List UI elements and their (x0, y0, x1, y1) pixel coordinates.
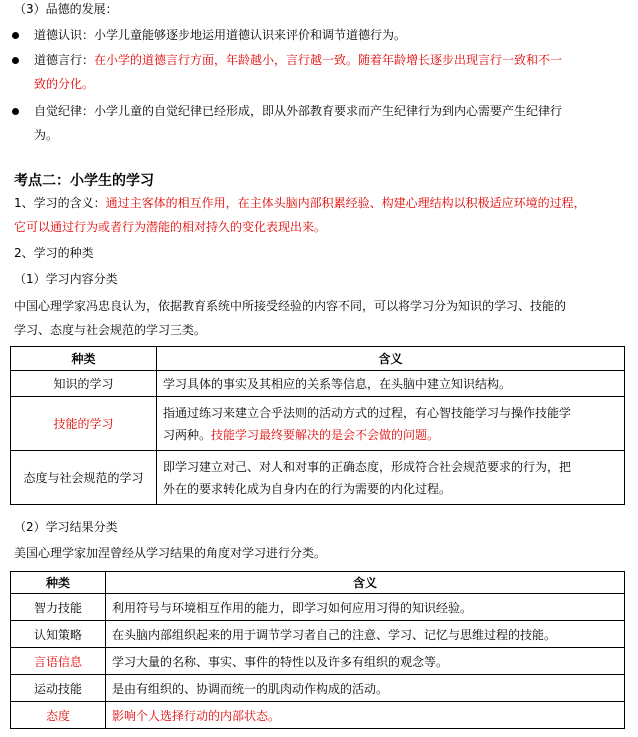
content-intro-cont: 学习、态度与社会规范的学习三类。 (14, 323, 207, 337)
learning-types-label: 2、学习的种类 (14, 246, 94, 260)
table-cell-meaning: 影响个人选择行动的内部状态。 (106, 702, 625, 729)
table-row (11, 371, 625, 397)
table-cell-meaning: 即学习建立对己、对人和对事的正确态度，形成符合社会规范要求的行为，把 外在的要求转化成为自身内在的行为需要的内化过程。 (157, 451, 625, 505)
table-row (11, 594, 625, 621)
content-table (10, 346, 625, 505)
table-row (11, 451, 625, 505)
table-header-row (11, 347, 625, 371)
section-title: 考点二：小学生的学习 (14, 173, 154, 189)
moral-item-text-cont: 为。 (34, 128, 59, 142)
moral-item-text-cont: 致的分化。 (34, 77, 95, 91)
table-header: 含义 (157, 347, 625, 371)
table-cell-type: 言语信息 (11, 648, 106, 675)
moral-item-label: 道德认识： (34, 28, 95, 42)
table-cell-type: 运动技能 (11, 675, 106, 702)
table-header: 含义 (106, 572, 625, 594)
bullet-icon (12, 108, 19, 115)
definition-prefix: 1、学习的含义： (14, 196, 106, 210)
moral-item-1 (34, 28, 406, 42)
content-classification-label: （1）学习内容分类 (14, 272, 118, 286)
result-classification-label: （2）学习结果分类 (14, 520, 118, 534)
bullet-icon (12, 32, 19, 39)
result-intro: 美国心理学家加涅曾经从学习结果的角度对学习进行分类。 (14, 546, 327, 560)
table-cell-type: 智力技能 (11, 594, 106, 621)
table-header: 种类 (11, 347, 157, 371)
bullet-icon (12, 57, 19, 64)
table-cell-type: 态度 (11, 702, 106, 729)
table-row (11, 397, 625, 451)
table-cell-type: 认知策略 (11, 621, 106, 648)
table-cell-meaning: 是由有组织的、协调而统一的肌肉动作构成的活动。 (106, 675, 625, 702)
table-header: 种类 (11, 572, 106, 594)
result-table (10, 571, 625, 729)
moral-item-2 (34, 53, 562, 67)
moral-item-label: 自觉纪律： (34, 104, 95, 118)
table-cell-meaning: 学习具体的事实及其相应的关系等信息，在头脑中建立知识结构。 (157, 371, 625, 397)
table-cell-meaning: 学习大量的名称、事实、事件的特性以及许多有组织的观念等。 (106, 648, 625, 675)
table-cell-meaning: 指通过练习来建立合乎法则的活动方式的过程，有心智技能学习与操作技能学 习两种。技能学习最终要解决的是会不会做的问题。 (157, 397, 625, 451)
moral-item-3 (34, 104, 562, 118)
table-cell-type: 技能的学习 (11, 397, 157, 451)
moral-item-text: 小学儿童的自觉纪律已经形成，即从外部教育要求而产生纪律行为到内心需要产生纪律行 (94, 104, 563, 118)
table-row (11, 621, 625, 648)
moral-heading: （3）品德的发展： (14, 2, 118, 16)
table-header-row (11, 572, 625, 594)
moral-item-text: 小学儿童能够逐步地运用道德认识来评价和调节道德行为。 (94, 28, 407, 42)
table-cell-type: 态度与社会规范的学习 (11, 451, 157, 505)
table-row (11, 648, 625, 675)
table-cell-meaning: 在头脑内部组织起来的用于调节学习者自己的注意、学习、记忆与思维过程的技能。 (106, 621, 625, 648)
definition-text-cont: 它可以通过行为或者行为潜能的相对持久的变化表现出来。 (14, 220, 327, 234)
definition-text: 通过主客体的相互作用，在主体头脑内部积累经验、构建心理结构以积极适应环境的过程， (105, 196, 586, 210)
moral-item-text: 在小学的道德言行方面，年龄越小，言行越一致。随着年龄增长逐步出现言行一致和不一 (94, 53, 563, 67)
learning-definition (14, 196, 586, 210)
table-row (11, 702, 625, 729)
table-cell-type: 知识的学习 (11, 371, 157, 397)
table-row (11, 675, 625, 702)
content-intro: 中国心理学家冯忠良认为，依据教育系统中所接受经验的内容不同，可以将学习分为知识的学习、技能的 (14, 299, 567, 313)
moral-item-label: 道德言行： (34, 53, 95, 67)
table-cell-meaning: 利用符号与环境相互作用的能力，即学习如何应用习得的知识经验。 (106, 594, 625, 621)
